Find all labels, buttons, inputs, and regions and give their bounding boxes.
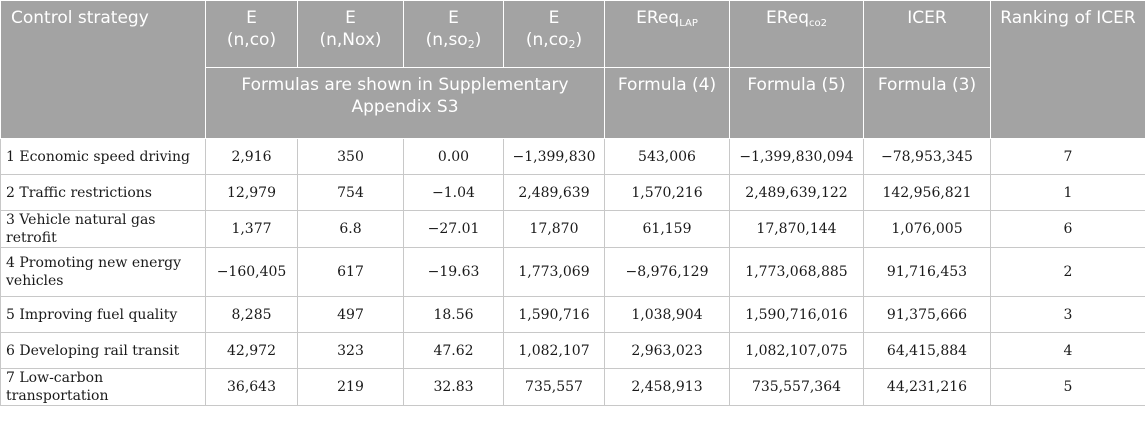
header-icer: ICER — [864, 1, 991, 68]
cell-rank: 3 — [991, 297, 1145, 333]
header-ereq-lap-subscript: LAP — [679, 18, 698, 29]
cell-e-nox: 350 — [298, 139, 404, 175]
cell-e-co2: 1,590,716 — [504, 297, 605, 333]
cell-strategy: 2 Traffic restrictions — [1, 175, 206, 211]
cell-ereq-co2: −1,399,830,094 — [730, 139, 864, 175]
cell-ereq-co2: 735,557,364 — [730, 369, 864, 406]
cell-e-so2: −27.01 — [404, 211, 504, 248]
cell-e-nox: 754 — [298, 175, 404, 211]
header-e-co2-subscript: 2 — [568, 38, 576, 51]
cell-rank: 2 — [991, 248, 1145, 297]
cell-e-co: 12,979 — [206, 175, 298, 211]
header-e-so2-sub-post: ) — [474, 30, 482, 50]
cell-strategy: 1 Economic speed driving — [1, 139, 206, 175]
header-e-so2-sub-pre: (n,so — [425, 30, 468, 50]
cell-e-nox: 323 — [298, 333, 404, 369]
cell-e-co2: 1,082,107 — [504, 333, 605, 369]
table-row — [1, 297, 1145, 333]
header-row-1 — [1, 1, 1145, 68]
cell-e-so2: 0.00 — [404, 139, 504, 175]
cell-ereq-co2: 17,870,144 — [730, 211, 864, 248]
table-row — [1, 248, 1145, 297]
cell-e-so2: 47.62 — [404, 333, 504, 369]
cell-e-so2: 32.83 — [404, 369, 504, 406]
cell-rank: 7 — [991, 139, 1145, 175]
cell-ereq-lap: 61,159 — [605, 211, 730, 248]
cell-e-so2: −1.04 — [404, 175, 504, 211]
header-ranking-of-icer: Ranking of ICER — [991, 1, 1145, 139]
cell-e-co: 42,972 — [206, 333, 298, 369]
cell-e-nox: 219 — [298, 369, 404, 406]
cell-icer: 142,956,821 — [864, 175, 991, 211]
cell-e-co: −160,405 — [206, 248, 298, 297]
cell-ereq-lap: 1,038,904 — [605, 297, 730, 333]
table-row — [1, 175, 1145, 211]
cell-e-co: 2,916 — [206, 139, 298, 175]
cell-ereq-lap: 2,963,023 — [605, 333, 730, 369]
cell-ereq-co2: 1,773,068,885 — [730, 248, 864, 297]
cell-strategy: 6 Developing rail transit — [1, 333, 206, 369]
header-e-co2-main: E — [548, 8, 560, 28]
header-ereq-co2 — [730, 1, 864, 68]
cell-e-nox: 617 — [298, 248, 404, 297]
header-e-so2 — [404, 1, 504, 68]
header-e-nox-main: E — [345, 8, 356, 28]
cell-e-co2: 2,489,639 — [504, 175, 605, 211]
cell-e-so2: 18.56 — [404, 297, 504, 333]
table-row — [1, 333, 1145, 369]
header-ereq-lap-main: EReq — [636, 8, 680, 28]
header-e-nox — [298, 1, 404, 68]
header-e-co — [206, 1, 298, 68]
header-e-nox-sub: (n,Nox) — [319, 30, 382, 50]
cell-icer: 44,231,216 — [864, 369, 991, 406]
table-header — [1, 1, 1145, 139]
cell-ereq-co2: 1,082,107,075 — [730, 333, 864, 369]
cell-ereq-lap: 1,570,216 — [605, 175, 730, 211]
cell-icer: 91,375,666 — [864, 297, 991, 333]
cell-strategy: 7 Low-carbon transportation — [1, 369, 206, 406]
cell-ereq-lap: −8,976,129 — [605, 248, 730, 297]
cell-e-so2: −19.63 — [404, 248, 504, 297]
table-row — [1, 369, 1145, 406]
cell-strategy: 3 Vehicle natural gas retrofit — [1, 211, 206, 248]
table-row — [1, 139, 1145, 175]
cell-rank: 6 — [991, 211, 1145, 248]
header-ereq-co2-subscript: co2 — [809, 18, 828, 29]
header-e-co2-sub-post: ) — [575, 30, 583, 50]
cell-e-nox: 497 — [298, 297, 404, 333]
cell-e-nox: 6.8 — [298, 211, 404, 248]
cell-rank: 5 — [991, 369, 1145, 406]
cell-e-co2: 1,773,069 — [504, 248, 605, 297]
cell-e-co: 1,377 — [206, 211, 298, 248]
header-e-co-sub: (n,co) — [226, 30, 277, 50]
header-e-co2 — [504, 1, 605, 68]
cell-e-co2: 735,557 — [504, 369, 605, 406]
header-ereq-co2-main: EReq — [765, 8, 810, 28]
header-formula-3: Formula (3) — [864, 68, 991, 139]
cell-strategy: 5 Improving fuel quality — [1, 297, 206, 333]
header-e-so2-main: E — [448, 8, 459, 28]
header-control-strategy: Control strategy — [1, 1, 206, 139]
cell-rank: 4 — [991, 333, 1145, 369]
table-body — [1, 139, 1145, 406]
cell-e-co: 36,643 — [206, 369, 298, 406]
cell-e-co: 8,285 — [206, 297, 298, 333]
cell-e-co2: −1,399,830 — [504, 139, 605, 175]
cell-icer: 1,076,005 — [864, 211, 991, 248]
cell-rank: 1 — [991, 175, 1145, 211]
cell-ereq-co2: 2,489,639,122 — [730, 175, 864, 211]
header-e-co-main: E — [246, 8, 257, 28]
cell-icer: 91,716,453 — [864, 248, 991, 297]
cell-strategy: 4 Promoting new energy vehicles — [1, 248, 206, 297]
cell-ereq-lap: 2,458,913 — [605, 369, 730, 406]
cell-ereq-lap: 543,006 — [605, 139, 730, 175]
header-e-co2-sub-pre: (n,co — [525, 30, 569, 50]
table-row — [1, 211, 1145, 248]
header-formula-4: Formula (4) — [605, 68, 730, 139]
cell-e-co2: 17,870 — [504, 211, 605, 248]
header-formula-5: Formula (5) — [730, 68, 864, 139]
header-e-so2-subscript: 2 — [467, 38, 475, 51]
header-formulas-supplementary: Formulas are shown in Supplementary Appendix S3 — [206, 68, 605, 139]
header-ereq-lap — [605, 1, 730, 68]
cell-icer: −78,953,345 — [864, 139, 991, 175]
cell-ereq-co2: 1,590,716,016 — [730, 297, 864, 333]
cell-icer: 64,415,884 — [864, 333, 991, 369]
